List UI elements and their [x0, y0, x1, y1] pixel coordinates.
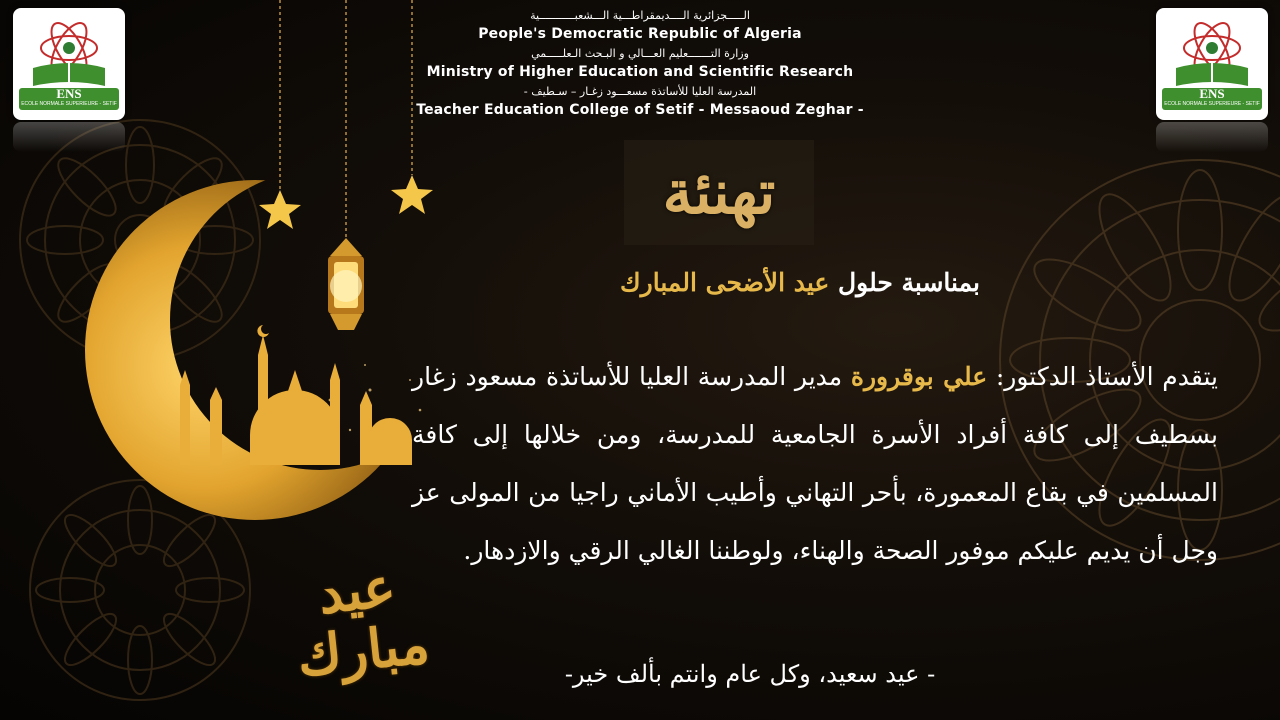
- director-name: علي بوقرورة: [850, 362, 988, 391]
- logo-text: ENS: [56, 86, 82, 101]
- congratulations-title-box: [624, 140, 814, 245]
- message-part1: يتقدم الأستاذ الدكتور:: [987, 362, 1218, 391]
- occasion-highlight: عيد الأضحى المبارك: [620, 268, 830, 297]
- greeting-message: [412, 348, 1218, 580]
- occasion-line: [560, 268, 980, 297]
- logo-reflection: [1156, 122, 1268, 152]
- congratulations-title: تهنئة: [662, 157, 776, 228]
- header-ministry-ar: وزارة التـــــــعليم العـــالي و البـحث الـعلـــــمي: [531, 47, 749, 60]
- ens-logo-right: [1156, 8, 1268, 120]
- occasion-prefix: بمناسبة حلول: [829, 268, 980, 297]
- closing-wish: - عيد سعيد، وكل عام وانتم بألف خير-: [564, 660, 936, 688]
- header-country-ar: الـــــجزائرية الــــديمقراطـــية الـــشعبـــــــــــية: [530, 9, 750, 22]
- logo-subtext: ECOLE NORMALE SUPERIEURE - SETIF: [21, 101, 117, 107]
- logo-subtext: ECOLE NORMALE SUPERIEURE - SETIF: [1164, 101, 1260, 107]
- header-ministry-en: Ministry of Higher Education and Scientific Research: [426, 64, 854, 80]
- header-college-ar: المدرسة العليا للأساتذة مسعـــود زغـار – سـطيف -: [523, 85, 757, 98]
- logo-reflection: [13, 122, 125, 152]
- logo-text: ENS: [1199, 86, 1225, 101]
- header-country-en: People's Democratic Republic of Algeria: [478, 26, 802, 42]
- ens-logo-left: [13, 8, 125, 120]
- eid-mubarak-calligraphy: عيد مبارك: [294, 554, 433, 689]
- mosque-silhouette: [170, 325, 420, 465]
- institution-header: [380, 6, 900, 120]
- header-college-en: Teacher Education College of Setif - Messaoud Zeghar -: [416, 102, 864, 118]
- message-part2: مدير المدرسة العليا للأساتذة مسعود زغار بسطيف إلى كافة أفراد الأسرة الجامعية للمدرسة، ومن خلالها إلى كافة المسلمين في بقاع المعمورة، بأحر التهاني وأطيب الأماني راجيا من المولى عز وجل أن يديم عليكم موفور الصحة والهناء، ولوطننا الغالي الرقي والازدهار.: [412, 362, 1218, 565]
